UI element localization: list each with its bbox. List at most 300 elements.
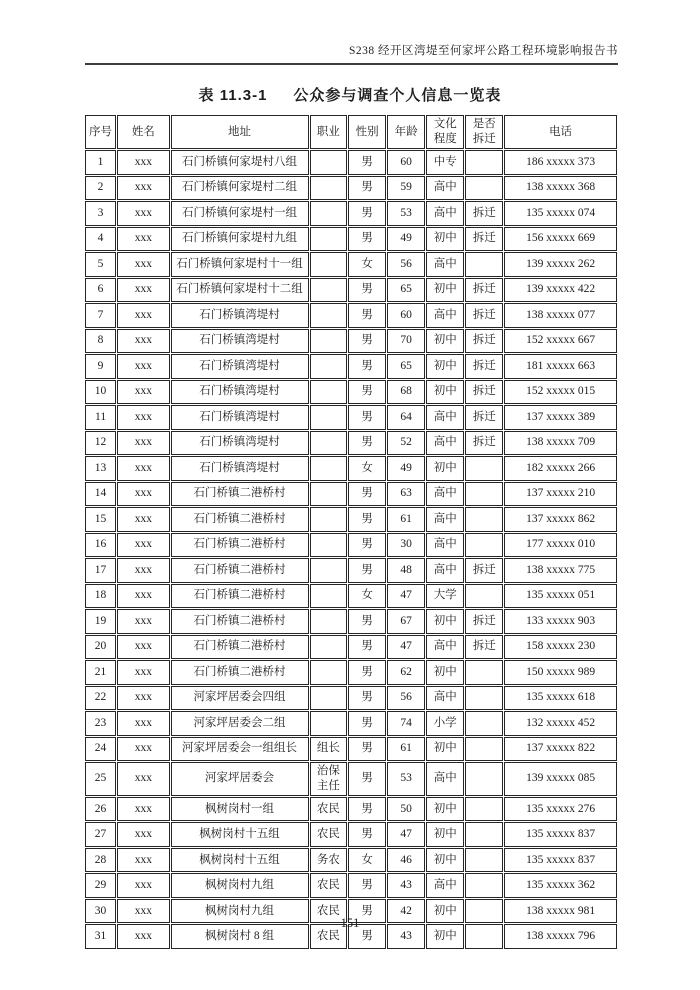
cell-phone: 132 xxxxx 452 xyxy=(504,711,617,736)
cell-name: xxx xyxy=(117,354,169,379)
cell-occupation: 治保主任 xyxy=(310,762,348,796)
cell-address: 石门桥镇二港桥村 xyxy=(171,609,309,634)
cell-gender: 男 xyxy=(348,507,386,532)
cell-education: 初中 xyxy=(426,227,464,252)
cell-occupation xyxy=(310,507,348,532)
table-row xyxy=(85,380,617,405)
cell-phone: 139 xxxxx 085 xyxy=(504,762,617,796)
cell-name: xxx xyxy=(117,635,169,660)
cell-no: 25 xyxy=(85,762,116,796)
cell-address: 枫树岗村九组 xyxy=(171,873,309,898)
cell-address: 石门桥镇二港桥村 xyxy=(171,558,309,583)
cell-occupation xyxy=(310,584,348,609)
cell-no: 11 xyxy=(85,405,116,430)
cell-occupation xyxy=(310,635,348,660)
table-row xyxy=(85,176,617,201)
cell-education: 高中 xyxy=(426,635,464,660)
cell-no: 6 xyxy=(85,278,116,303)
cell-age: 64 xyxy=(387,405,425,430)
column-header-phone: 电话 xyxy=(504,115,617,149)
cell-name: xxx xyxy=(117,762,169,796)
cell-education: 高中 xyxy=(426,405,464,430)
cell-no: 30 xyxy=(85,899,116,924)
cell-age: 30 xyxy=(387,533,425,558)
cell-no: 23 xyxy=(85,711,116,736)
cell-gender: 男 xyxy=(348,176,386,201)
table-row xyxy=(85,227,617,252)
cell-occupation xyxy=(310,150,348,175)
cell-education: 高中 xyxy=(426,201,464,226)
table-row xyxy=(85,533,617,558)
cell-gender: 男 xyxy=(348,380,386,405)
table-row xyxy=(85,405,617,430)
cell-no: 3 xyxy=(85,201,116,226)
table-row xyxy=(85,584,617,609)
cell-relocation xyxy=(465,456,503,481)
cell-education: 高中 xyxy=(426,686,464,711)
cell-address: 枫树岗村 8 组 xyxy=(171,924,309,949)
cell-relocation: 拆迁 xyxy=(465,354,503,379)
cell-name: xxx xyxy=(117,609,169,634)
cell-age: 62 xyxy=(387,660,425,685)
cell-phone: 138 xxxxx 368 xyxy=(504,176,617,201)
cell-address: 石门桥镇何家堤村二组 xyxy=(171,176,309,201)
cell-age: 60 xyxy=(387,150,425,175)
cell-education: 中专 xyxy=(426,150,464,175)
cell-education: 初中 xyxy=(426,609,464,634)
cell-no: 16 xyxy=(85,533,116,558)
cell-address: 枫树岗村十五组 xyxy=(171,822,309,847)
cell-age: 53 xyxy=(387,762,425,796)
cell-relocation xyxy=(465,711,503,736)
cell-address: 石门桥镇湾堤村 xyxy=(171,354,309,379)
cell-occupation: 农民 xyxy=(310,924,348,949)
cell-occupation xyxy=(310,686,348,711)
cell-name: xxx xyxy=(117,660,169,685)
cell-relocation: 拆迁 xyxy=(465,405,503,430)
cell-education: 小学 xyxy=(426,711,464,736)
cell-no: 27 xyxy=(85,822,116,847)
cell-name: xxx xyxy=(117,252,169,277)
cell-age: 65 xyxy=(387,278,425,303)
cell-relocation: 拆迁 xyxy=(465,558,503,583)
cell-education: 大学 xyxy=(426,584,464,609)
cell-gender: 男 xyxy=(348,482,386,507)
cell-age: 56 xyxy=(387,252,425,277)
cell-no: 12 xyxy=(85,431,116,456)
cell-name: xxx xyxy=(117,201,169,226)
cell-relocation xyxy=(465,848,503,873)
cell-gender: 男 xyxy=(348,227,386,252)
cell-age: 67 xyxy=(387,609,425,634)
cell-age: 43 xyxy=(387,873,425,898)
cell-phone: 138 xxxxx 981 xyxy=(504,899,617,924)
table-row xyxy=(85,252,617,277)
table-row xyxy=(85,456,617,481)
table-row xyxy=(85,329,617,354)
cell-phone: 135 xxxxx 051 xyxy=(504,584,617,609)
cell-occupation xyxy=(310,405,348,430)
cell-phone: 138 xxxxx 077 xyxy=(504,303,617,328)
cell-no: 14 xyxy=(85,482,116,507)
cell-name: xxx xyxy=(117,873,169,898)
cell-name: xxx xyxy=(117,558,169,583)
page-footer xyxy=(0,916,700,931)
cell-address: 枫树岗村一组 xyxy=(171,797,309,822)
cell-education: 初中 xyxy=(426,354,464,379)
cell-occupation xyxy=(310,252,348,277)
cell-occupation xyxy=(310,482,348,507)
cell-gender: 男 xyxy=(348,558,386,583)
cell-relocation: 拆迁 xyxy=(465,431,503,456)
cell-age: 61 xyxy=(387,737,425,762)
cell-gender: 男 xyxy=(348,797,386,822)
cell-age: 42 xyxy=(387,899,425,924)
table-header xyxy=(85,115,617,149)
cell-education: 初中 xyxy=(426,737,464,762)
cell-gender: 女 xyxy=(348,456,386,481)
cell-phone: 138 xxxxx 775 xyxy=(504,558,617,583)
cell-education: 高中 xyxy=(426,482,464,507)
cell-no: 20 xyxy=(85,635,116,660)
cell-education: 高中 xyxy=(426,431,464,456)
cell-gender: 男 xyxy=(348,533,386,558)
cell-name: xxx xyxy=(117,329,169,354)
cell-age: 70 xyxy=(387,329,425,354)
cell-address: 石门桥镇湾堤村 xyxy=(171,405,309,430)
cell-phone: 158 xxxxx 230 xyxy=(504,635,617,660)
cell-no: 22 xyxy=(85,686,116,711)
cell-gender: 男 xyxy=(348,405,386,430)
table-row xyxy=(85,482,617,507)
cell-age: 43 xyxy=(387,924,425,949)
table-row xyxy=(85,822,617,847)
table-row xyxy=(85,635,617,660)
cell-address: 石门桥镇湾堤村 xyxy=(171,456,309,481)
cell-education: 初中 xyxy=(426,278,464,303)
cell-gender: 男 xyxy=(348,686,386,711)
cell-address: 石门桥镇二港桥村 xyxy=(171,533,309,558)
cell-name: xxx xyxy=(117,711,169,736)
column-header-occupation: 职业 xyxy=(310,115,348,149)
cell-name: xxx xyxy=(117,150,169,175)
cell-gender: 女 xyxy=(348,252,386,277)
cell-gender: 男 xyxy=(348,609,386,634)
cell-age: 47 xyxy=(387,635,425,660)
cell-no: 10 xyxy=(85,380,116,405)
cell-occupation xyxy=(310,431,348,456)
cell-phone: 133 xxxxx 903 xyxy=(504,609,617,634)
cell-occupation xyxy=(310,558,348,583)
cell-name: xxx xyxy=(117,227,169,252)
table-row xyxy=(85,150,617,175)
cell-phone: 135 xxxxx 618 xyxy=(504,686,617,711)
cell-address: 石门桥镇何家堤村八组 xyxy=(171,150,309,175)
cell-age: 56 xyxy=(387,686,425,711)
cell-age: 68 xyxy=(387,380,425,405)
cell-occupation xyxy=(310,609,348,634)
cell-gender: 男 xyxy=(348,303,386,328)
cell-education: 初中 xyxy=(426,822,464,847)
cell-address: 河家坪居委会一组组长 xyxy=(171,737,309,762)
cell-no: 7 xyxy=(85,303,116,328)
cell-address: 石门桥镇何家堤村一组 xyxy=(171,201,309,226)
cell-name: xxx xyxy=(117,924,169,949)
cell-phone: 135 xxxxx 074 xyxy=(504,201,617,226)
cell-occupation xyxy=(310,354,348,379)
cell-age: 49 xyxy=(387,456,425,481)
cell-phone: 139 xxxxx 422 xyxy=(504,278,617,303)
cell-gender: 男 xyxy=(348,278,386,303)
cell-gender: 男 xyxy=(348,899,386,924)
survey-table xyxy=(84,114,618,950)
cell-education: 高中 xyxy=(426,873,464,898)
cell-occupation: 农民 xyxy=(310,873,348,898)
header-row xyxy=(85,115,617,149)
cell-address: 石门桥镇二港桥村 xyxy=(171,584,309,609)
cell-age: 49 xyxy=(387,227,425,252)
column-header-no: 序号 xyxy=(85,115,116,149)
table-row xyxy=(85,848,617,873)
table-title-text: 公众参与调查个人信息一览表 xyxy=(293,87,502,104)
cell-occupation xyxy=(310,380,348,405)
table-row xyxy=(85,303,617,328)
cell-address: 石门桥镇湾堤村 xyxy=(171,303,309,328)
cell-phone: 152 xxxxx 015 xyxy=(504,380,617,405)
cell-gender: 女 xyxy=(348,584,386,609)
cell-age: 65 xyxy=(387,354,425,379)
cell-no: 21 xyxy=(85,660,116,685)
cell-phone: 135 xxxxx 837 xyxy=(504,822,617,847)
column-header-age: 年龄 xyxy=(387,115,425,149)
cell-name: xxx xyxy=(117,176,169,201)
cell-relocation: 拆迁 xyxy=(465,609,503,634)
cell-gender: 男 xyxy=(348,762,386,796)
cell-relocation xyxy=(465,686,503,711)
column-header-name: 姓名 xyxy=(117,115,169,149)
cell-relocation: 拆迁 xyxy=(465,201,503,226)
cell-education: 高中 xyxy=(426,762,464,796)
cell-relocation xyxy=(465,482,503,507)
cell-address: 河家坪居委会二组 xyxy=(171,711,309,736)
cell-relocation: 拆迁 xyxy=(465,329,503,354)
cell-name: xxx xyxy=(117,797,169,822)
table-row xyxy=(85,354,617,379)
cell-no: 18 xyxy=(85,584,116,609)
cell-relocation xyxy=(465,822,503,847)
cell-education: 初中 xyxy=(426,660,464,685)
table-row xyxy=(85,558,617,583)
cell-age: 63 xyxy=(387,482,425,507)
column-header-education: 文化程度 xyxy=(426,115,464,149)
cell-gender: 男 xyxy=(348,329,386,354)
cell-education: 初中 xyxy=(426,899,464,924)
cell-occupation xyxy=(310,533,348,558)
cell-name: xxx xyxy=(117,584,169,609)
cell-occupation xyxy=(310,227,348,252)
cell-gender: 男 xyxy=(348,924,386,949)
cell-age: 47 xyxy=(387,822,425,847)
cell-education: 高中 xyxy=(426,507,464,532)
cell-phone: 137 xxxxx 862 xyxy=(504,507,617,532)
cell-phone: 137 xxxxx 389 xyxy=(504,405,617,430)
cell-occupation xyxy=(310,303,348,328)
cell-phone: 139 xxxxx 262 xyxy=(504,252,617,277)
cell-relocation: 拆迁 xyxy=(465,303,503,328)
running-header xyxy=(85,42,618,65)
table-body xyxy=(85,150,617,949)
cell-address: 石门桥镇何家堤村九组 xyxy=(171,227,309,252)
cell-address: 石门桥镇湾堤村 xyxy=(171,329,309,354)
cell-phone: 181 xxxxx 663 xyxy=(504,354,617,379)
cell-name: xxx xyxy=(117,278,169,303)
cell-address: 石门桥镇二港桥村 xyxy=(171,507,309,532)
cell-age: 61 xyxy=(387,507,425,532)
cell-phone: 182 xxxxx 266 xyxy=(504,456,617,481)
column-header-address: 地址 xyxy=(171,115,309,149)
cell-name: xxx xyxy=(117,533,169,558)
cell-phone: 137 xxxxx 210 xyxy=(504,482,617,507)
cell-no: 1 xyxy=(85,150,116,175)
cell-no: 9 xyxy=(85,354,116,379)
cell-address: 石门桥镇何家堤村十一组 xyxy=(171,252,309,277)
cell-occupation xyxy=(310,329,348,354)
cell-relocation xyxy=(465,584,503,609)
table-row xyxy=(85,711,617,736)
table-row xyxy=(85,609,617,634)
cell-name: xxx xyxy=(117,899,169,924)
cell-name: xxx xyxy=(117,822,169,847)
cell-age: 47 xyxy=(387,584,425,609)
cell-age: 53 xyxy=(387,201,425,226)
cell-no: 28 xyxy=(85,848,116,873)
cell-occupation xyxy=(310,660,348,685)
table-row xyxy=(85,737,617,762)
cell-name: xxx xyxy=(117,848,169,873)
cell-relocation xyxy=(465,797,503,822)
cell-no: 19 xyxy=(85,609,116,634)
cell-gender: 男 xyxy=(348,201,386,226)
cell-no: 4 xyxy=(85,227,116,252)
cell-address: 枫树岗村九组 xyxy=(171,899,309,924)
cell-education: 初中 xyxy=(426,456,464,481)
cell-occupation: 农民 xyxy=(310,822,348,847)
cell-gender: 男 xyxy=(348,431,386,456)
cell-education: 初中 xyxy=(426,924,464,949)
cell-relocation: 拆迁 xyxy=(465,278,503,303)
cell-relocation: 拆迁 xyxy=(465,635,503,660)
cell-name: xxx xyxy=(117,431,169,456)
cell-occupation xyxy=(310,456,348,481)
cell-no: 24 xyxy=(85,737,116,762)
cell-address: 石门桥镇二港桥村 xyxy=(171,482,309,507)
cell-age: 48 xyxy=(387,558,425,583)
cell-education: 初中 xyxy=(426,329,464,354)
cell-address: 河家坪居委会 xyxy=(171,762,309,796)
cell-education: 高中 xyxy=(426,533,464,558)
cell-occupation: 组长 xyxy=(310,737,348,762)
cell-age: 60 xyxy=(387,303,425,328)
cell-relocation xyxy=(465,252,503,277)
cell-name: xxx xyxy=(117,303,169,328)
table-row xyxy=(85,762,617,796)
cell-phone: 135 xxxxx 276 xyxy=(504,797,617,822)
cell-relocation xyxy=(465,150,503,175)
cell-phone: 152 xxxxx 667 xyxy=(504,329,617,354)
cell-no: 2 xyxy=(85,176,116,201)
cell-gender: 男 xyxy=(348,822,386,847)
cell-relocation: 拆迁 xyxy=(465,227,503,252)
cell-gender: 男 xyxy=(348,150,386,175)
cell-address: 河家坪居委会四组 xyxy=(171,686,309,711)
cell-phone: 177 xxxxx 010 xyxy=(504,533,617,558)
cell-education: 高中 xyxy=(426,252,464,277)
cell-phone: 156 xxxxx 669 xyxy=(504,227,617,252)
cell-phone: 138 xxxxx 796 xyxy=(504,924,617,949)
table-row xyxy=(85,797,617,822)
cell-education: 初中 xyxy=(426,848,464,873)
cell-occupation xyxy=(310,711,348,736)
cell-occupation xyxy=(310,278,348,303)
cell-phone: 135 xxxxx 837 xyxy=(504,848,617,873)
cell-relocation xyxy=(465,533,503,558)
cell-gender: 男 xyxy=(348,354,386,379)
cell-name: xxx xyxy=(117,482,169,507)
cell-no: 17 xyxy=(85,558,116,583)
cell-occupation xyxy=(310,201,348,226)
cell-age: 52 xyxy=(387,431,425,456)
cell-occupation: 农民 xyxy=(310,797,348,822)
table-row xyxy=(85,873,617,898)
cell-gender: 男 xyxy=(348,711,386,736)
cell-address: 石门桥镇湾堤村 xyxy=(171,380,309,405)
table-row xyxy=(85,201,617,226)
cell-occupation: 务农 xyxy=(310,848,348,873)
cell-address: 枫树岗村十五组 xyxy=(171,848,309,873)
cell-gender: 男 xyxy=(348,873,386,898)
column-header-gender: 性别 xyxy=(348,115,386,149)
cell-address: 石门桥镇二港桥村 xyxy=(171,635,309,660)
cell-age: 50 xyxy=(387,797,425,822)
cell-gender: 男 xyxy=(348,635,386,660)
cell-address: 石门桥镇湾堤村 xyxy=(171,431,309,456)
cell-age: 46 xyxy=(387,848,425,873)
column-header-relocation: 是否拆迁 xyxy=(465,115,503,149)
cell-no: 31 xyxy=(85,924,116,949)
cell-occupation xyxy=(310,176,348,201)
cell-address: 石门桥镇何家堤村十二组 xyxy=(171,278,309,303)
cell-phone: 135 xxxxx 362 xyxy=(504,873,617,898)
cell-age: 59 xyxy=(387,176,425,201)
cell-age: 74 xyxy=(387,711,425,736)
running-header-title: S238 经开区湾堤至何家坪公路工程环境影响报告书 xyxy=(348,45,618,57)
cell-phone: 186 xxxxx 373 xyxy=(504,150,617,175)
page-number: 151 xyxy=(340,916,360,930)
cell-relocation xyxy=(465,507,503,532)
table-row xyxy=(85,507,617,532)
cell-gender: 女 xyxy=(348,848,386,873)
table-title xyxy=(0,84,700,105)
cell-phone: 137 xxxxx 822 xyxy=(504,737,617,762)
cell-no: 8 xyxy=(85,329,116,354)
cell-no: 26 xyxy=(85,797,116,822)
cell-relocation xyxy=(465,762,503,796)
cell-occupation: 农民 xyxy=(310,899,348,924)
table-number-label: 表 11.3-1 xyxy=(198,87,268,104)
table-row xyxy=(85,431,617,456)
cell-relocation xyxy=(465,660,503,685)
cell-phone: 150 xxxxx 989 xyxy=(504,660,617,685)
